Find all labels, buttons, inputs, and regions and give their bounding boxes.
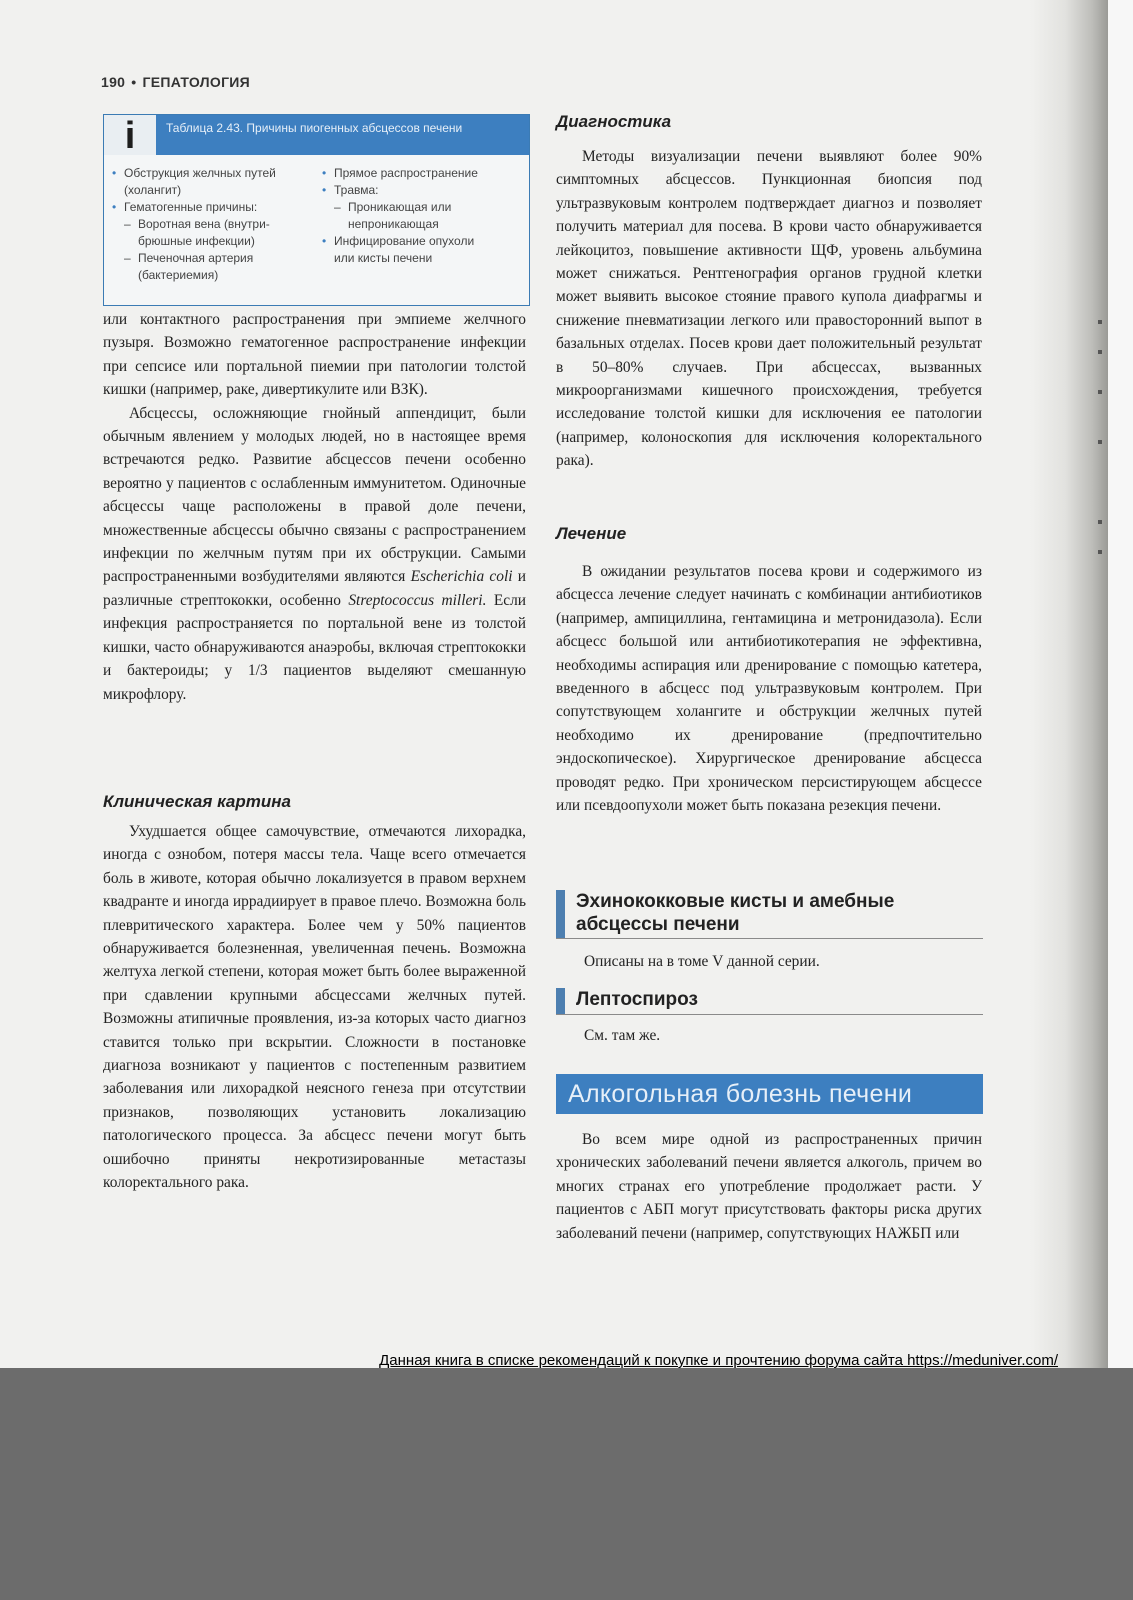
running-header <box>101 74 250 90</box>
right-column-treatment <box>556 560 982 817</box>
table-column-right <box>322 165 522 267</box>
paragraph: или контактного распространения при эмпиеме желчного пузыря. Возможно гематогенное распространение инфекции при сепсисе или портальной пиемии при патологии толстой кишки (например, раке, дивертикулите или ВЗК). <box>103 311 526 399</box>
table-column-left <box>112 165 322 284</box>
info-icon: i <box>104 115 156 155</box>
paragraph: Ухудшается общее самочувствие, отмечаются лихорадка, иногда с ознобом, потеря массы тела. Чаще всего отмечается боль в животе, которая обычно локализуется в правом верхнем квадранте и иногда иррадиирует в правое плечо. Возможна боль плевритического характера. Более чем у 50% пациентов обнаруживается болезненная, увеличенная печень. Возможна желтуха легкой степени, которая может быть более выраженной при сдавлении крупными абсцессами желчных путей. Возможны атипичные проявления, из-за которых часто диагноз ставится только при вскрытии. Сложности в постановке диагноза возникают у пациентов с постепенным развитием заболевания или лихорадкой неясного генеза при отсутствии признаков, позволяющих установить локализацию патологического процесса. За абсцесс печени могут быть ошибочно приняты некротизированные метастазы колоректального рака. <box>103 823 526 1192</box>
table-item: • Гематогенные причины: <box>112 199 322 216</box>
chapter-title: Алкогольная болезнь печени <box>568 1080 913 1108</box>
table-item: (холангит) <box>124 183 182 197</box>
book-spine-shadow <box>1030 0 1108 1368</box>
table-item: – Воротная вена (внутри- <box>112 216 322 233</box>
chapter-banner <box>556 1074 983 1114</box>
info-table <box>103 114 530 306</box>
spine-marks <box>1096 300 1102 800</box>
heading-leptospirosis <box>556 988 983 1015</box>
table-item: – Печеночная артерия <box>112 250 322 267</box>
left-column-text <box>103 308 526 706</box>
table-item: непроникающая <box>348 217 439 231</box>
heading-echinococcus <box>556 890 983 939</box>
section-title: ГЕПАТОЛОГИЯ <box>142 74 251 90</box>
paragraph: Методы визуализации печени выявляют более 90% симптомных абсцессов. Пункционная биопсия под ультразвуковым контролем подтверждает диагноз и позволяет получить материал для посева. В крови часто обнаруживается лейкоцитоз, повышение активности ЩФ, уровень альбумина может снижаться. Рентгенография органов грудной клетки может выявить высокое стояние правого купола диафрагмы и снижение пневматизации легкого или правосторонний выпот в базальных отделах. Посев крови дает положительный результат в 50–80% случаев. При абсцессах, вызванных микроорганизмами кишечного происхождения, требуется исследование толстой кишки для исключения ее патологии (например, колоноскопия для исключения колоректального рака). <box>556 148 982 470</box>
table-header <box>104 115 529 155</box>
heading-marker <box>556 988 565 1014</box>
table-item: • Инфицирование опухоли <box>322 233 522 250</box>
heading-treatment: Лечение <box>556 524 627 543</box>
paragraph: См. там же. <box>584 1027 661 1044</box>
heading-line: Эхинококковые кисты и амебные <box>576 891 895 912</box>
table-item: • Травма: <box>322 182 522 199</box>
heading-diagnostics: Диагностика <box>556 112 672 131</box>
heading-marker <box>556 890 565 938</box>
table-title: Таблица 2.43. Причины пиогенных абсцессов печени <box>166 121 463 135</box>
paragraph: Абсцессы, осложняющие гнойный аппендицит, были обычным явлением у молодых людей, но в настоящее время встречаются редко. Развитие абсцессов печени особенно вероятно у пациентов с ослабленным иммунитетом. Одиночные абсцессы чаще расположены в правой доле печени, множественные абсцессы обычно связаны с распространением инфекции по желчным путям при их обструкции. Самыми распространенными возбудителями являются Escherichia coli и различные стрептококки, особенно Streptococcus milleri. Если инфекция распространяется по портальной вене из толстой кишки, часто обнаруживаются анаэробы, включая стрептококки и бактероиды; у 1/3 пациентов выделяют смешанную микрофлору. <box>103 404 527 703</box>
paragraph: Во всем мире одной из распространенных причин хронических заболеваний печени является алкоголь, причем во многих странах его употребление продолжает расти. У пациентов с АБП могут присутствовать факторы риска других заболеваний печени (например, сопутствующих НАЖБП или <box>556 1131 982 1242</box>
table-item: – Проникающая или <box>322 199 522 216</box>
heading-clinical-picture: Клиническая картина <box>103 792 291 811</box>
scan-background <box>0 1368 1133 1600</box>
page-number: 190 <box>101 74 126 90</box>
species-name: Streptococcus milleri. <box>348 591 487 609</box>
table-item: • Прямое распространение <box>322 165 522 182</box>
footer-link[interactable]: Данная книга в списке рекомендаций к покупке и прочтению форума сайта https://meduniver.com/ <box>379 1352 1058 1369</box>
heading-line: абсцессы печени <box>576 914 740 935</box>
right-column-diagnostics <box>556 145 982 473</box>
paragraph: В ожидании результатов посева крови и содержимого из абсцесса лечение следует начинать с комбинации антибиотиков (например, ампициллина, гентамицина и метронидазола). Если абсцесс большой или антибиотикотерапия не эффективна, необходимы аспирация или дренирование с помощью катетера, введенного в абсцесс под ультразвуковым контролем. При сопутствующем холангите и обструкции желчных путей необходимо их дренирование (предпочтительно эндоскопическое). Хирургическое дренирование абсцесса проводят редко. При хроническом персистирующем абсцессе или псевдоопухоли может быть показана резекция печени. <box>556 563 982 815</box>
heading-text: Лептоспироз <box>576 989 698 1010</box>
table-item: • Обструкция желчных путей <box>112 165 322 182</box>
table-item: брюшные инфекции) <box>138 234 255 248</box>
paragraph: Описаны на в томе V данной серии. <box>584 953 820 970</box>
table-item: (бактериемия) <box>138 268 219 282</box>
species-name: Escherichia coli <box>410 568 513 586</box>
header-bullet: • <box>131 74 137 90</box>
left-column-text-2 <box>103 820 526 1195</box>
echinococcus-text <box>584 950 982 973</box>
leptospirosis-text <box>584 1024 982 1047</box>
right-column-alcohol <box>556 1128 982 1245</box>
table-item: или кисты печени <box>334 251 433 265</box>
scan-margin <box>1108 0 1133 1368</box>
